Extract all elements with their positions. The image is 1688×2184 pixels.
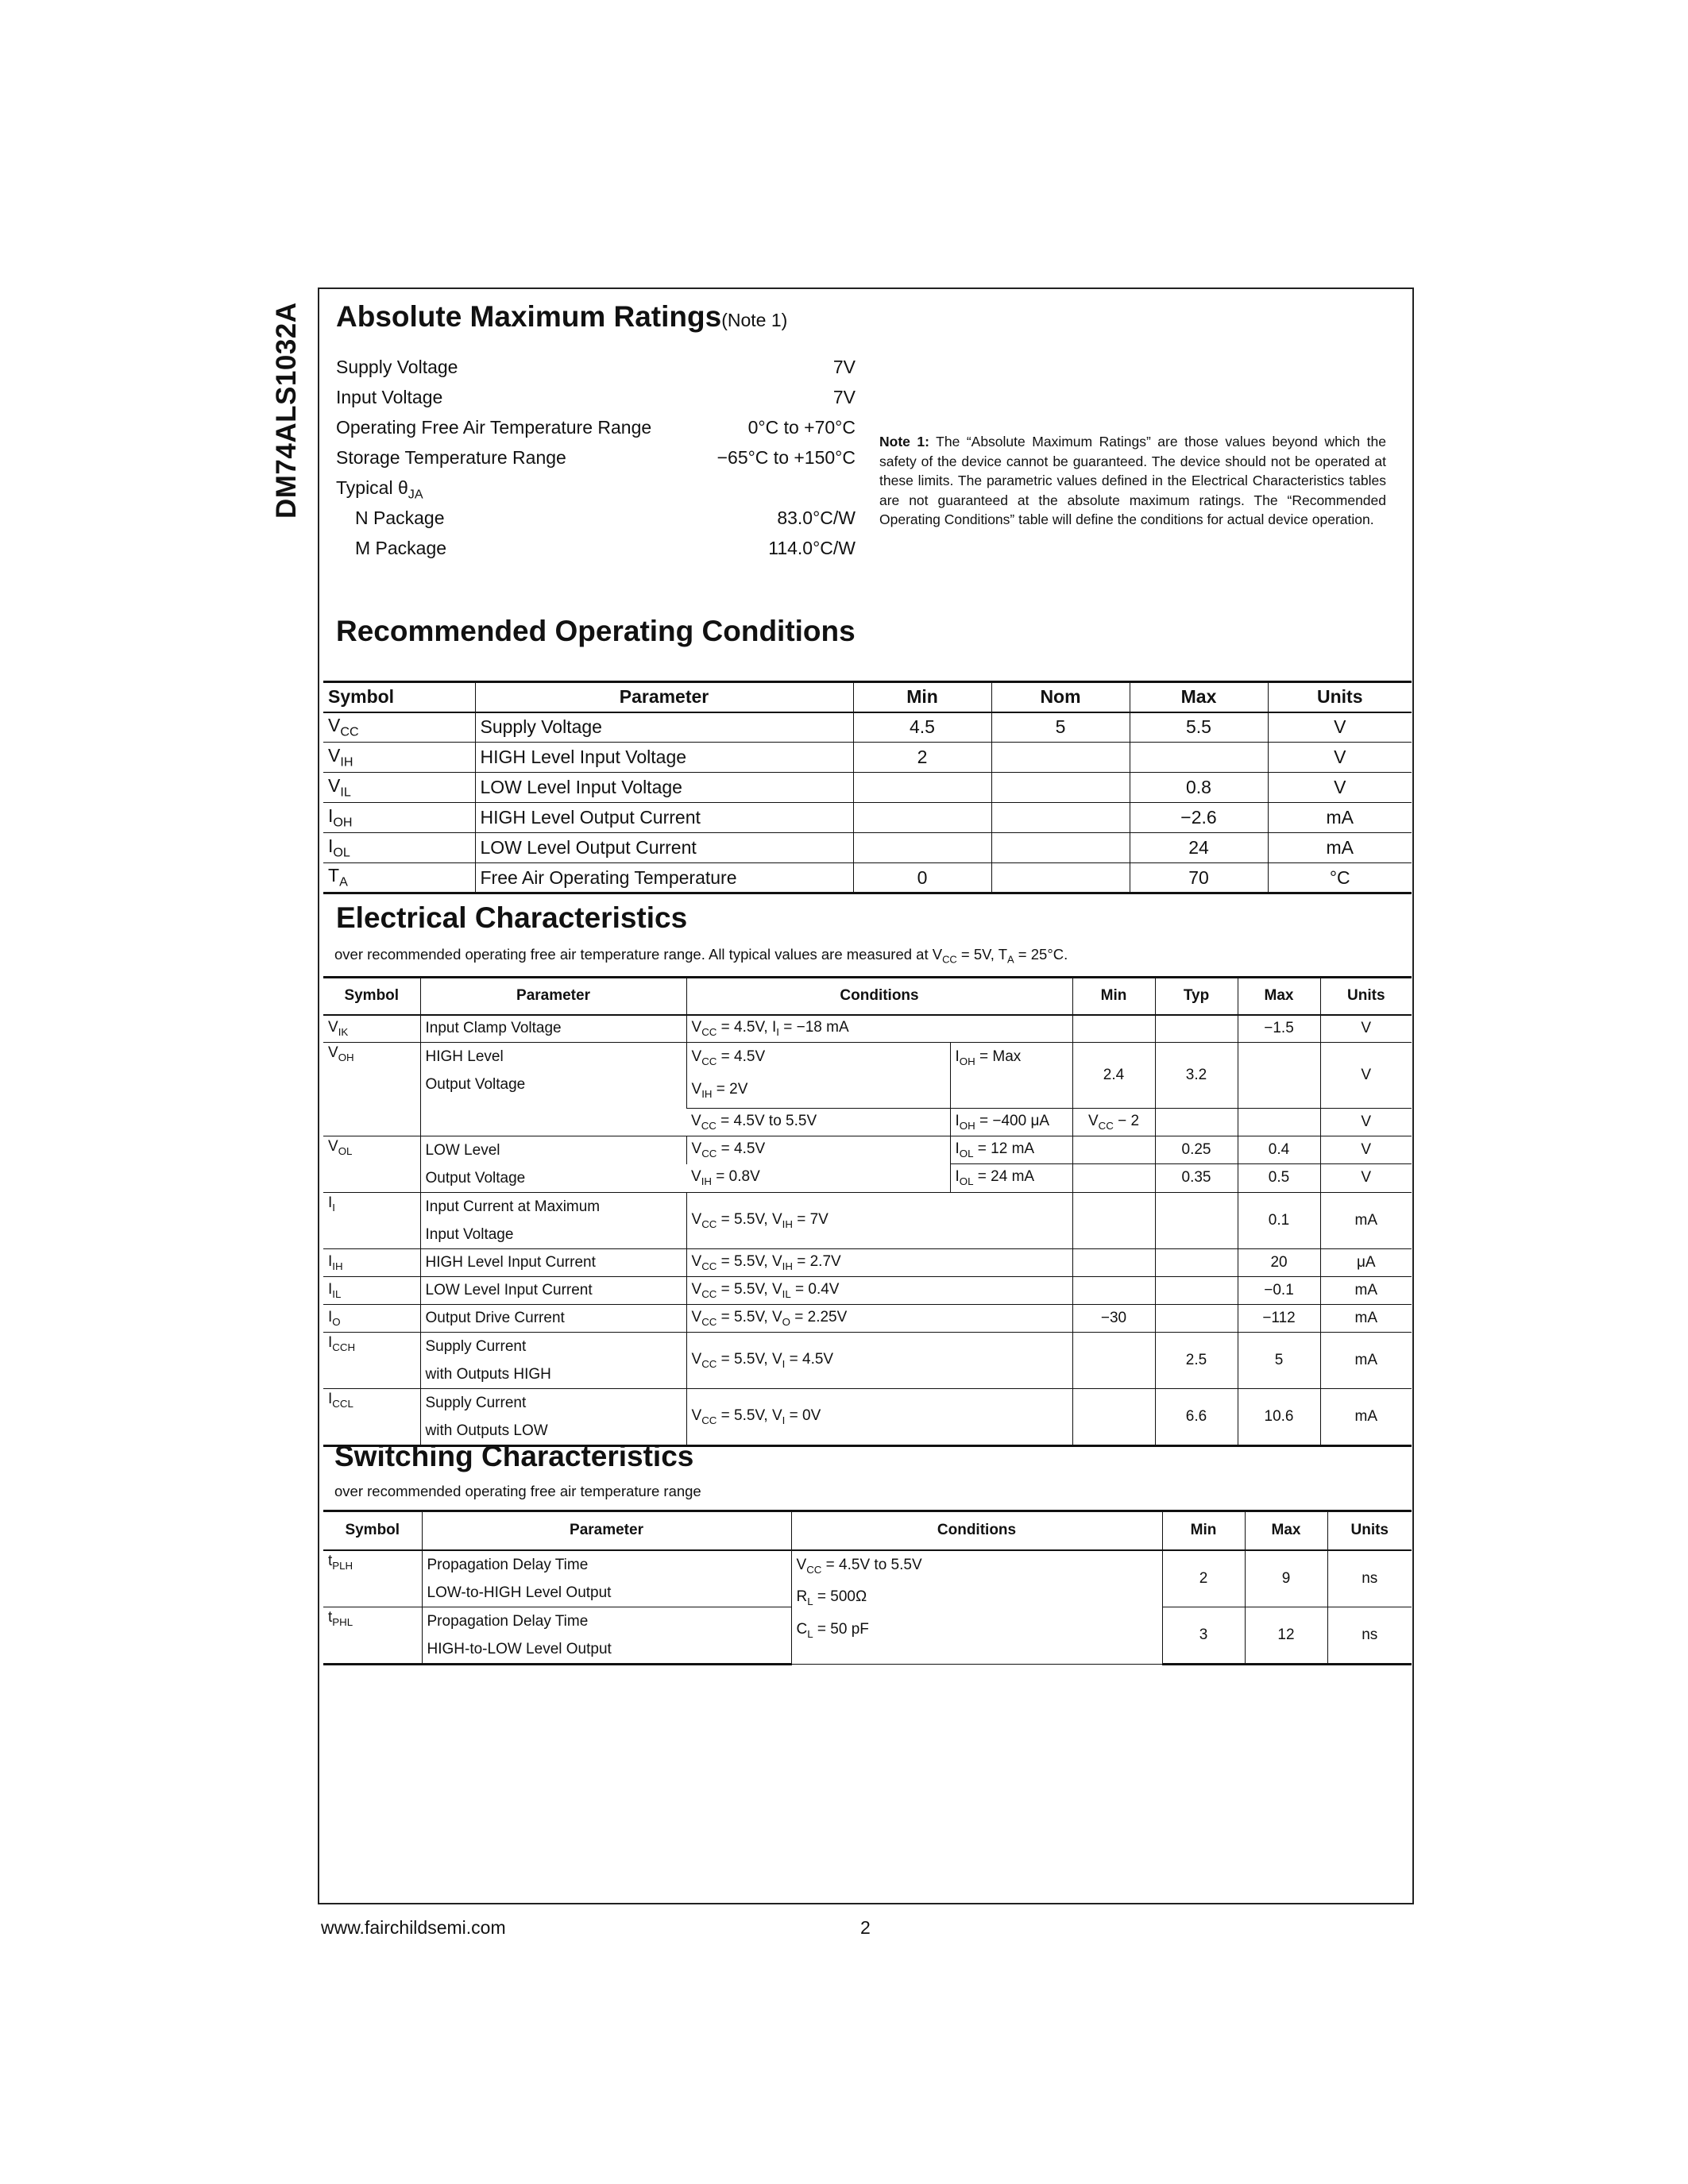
ec-title: Electrical Characteristics <box>336 901 688 934</box>
amr-row: Input Voltage 7V <box>336 387 856 407</box>
table-row: $V_{IH}$ HIGH Level Input Voltage 2 V <box>323 743 1412 773</box>
table-row: $V_{OH}$ HIGH Level Output Voltage $V_{CC} = 4.5V$ $V_{IH} = 2V$ $I_{OH}$ = Max 2.4 3.2 V <box>323 1043 1412 1109</box>
table-row: $I_I$ Input Current at Maximum Input Voltage $V_{CC} = 5.5V$, $V_{IH} = 7V$ 0.1 mA <box>323 1192 1412 1248</box>
page-number: 2 <box>860 1917 871 1938</box>
roc-table <box>323 681 1412 894</box>
table-header: Symbol Parameter Conditions Min Max Units <box>323 1511 1412 1550</box>
table-row: $V_{IH} = 0.8V$ $I_{OL} = 24$ mA 0.35 0.5 V <box>323 1164 1412 1193</box>
table-row: $T_A$ Free Air Operating Temperature 0 70 °C <box>323 863 1412 893</box>
sc-subtitle: over recommended operating free air temperature range <box>334 1483 701 1499</box>
amr-row: N Package 83.0°C/W <box>355 507 856 528</box>
table-row: $V_{CC} = 4.5V$ to 5.5V $I_{OH} = -400$ μA $V_{CC} - 2$ V <box>323 1108 1412 1136</box>
amr-row: Operating Free Air Temperature Range 0°C to +70°C <box>336 417 856 438</box>
ec-table <box>323 976 1412 1447</box>
table-row: $I_{OL}$ LOW Level Output Current 24 mA <box>323 833 1412 863</box>
sc-table <box>323 1510 1412 1665</box>
table-header: Symbol Parameter Conditions Min Typ Max Units <box>323 978 1412 1015</box>
table-row: $V_{OL}$ LOW Level Output Voltage $V_{CC} = 4.5V$ $I_{OL} = 12$ mA 0.25 0.4 V <box>323 1136 1412 1164</box>
amr-row: Supply Voltage 7V <box>336 357 856 377</box>
amr-row: M Package 114.0°C/W <box>355 538 856 558</box>
table-row: $I_{IL}$ LOW Level Input Current $V_{CC} = 5.5V$, $V_{IL} = 0.4V$ −0.1 mA <box>323 1276 1412 1304</box>
table-row: $t_{PLH}$ Propagation Delay Time LOW-to-HIGH Level Output $V_{CC} = 4.5V$ to 5.5V $R_L = 500\Omega$ $C_L = 50$ pF 2 9 ns <box>323 1550 1412 1607</box>
table-header: Symbol Parameter Min Nom Max Units <box>323 682 1412 712</box>
table-row: $I_O$ Output Drive Current $V_{CC} = 5.5V$, $V_O = 2.25V$ −30 −112 mA <box>323 1304 1412 1332</box>
ec-subtitle: over recommended operating free air temperature range. All typical values are measured at $V_{CC} = 5V$, $T_A = 25^\circ C$. <box>334 946 1068 966</box>
note-1: Note 1: The “Absolute Maximum Ratings” are those values beyond which the safety of the device cannot be guaranteed. The device should not be operated at these limits. The parametric values defined in the Electrical Characteristics tables are not guaranteed at the absolute maximum ratings. The “Recommended Operating Conditions” table will define the conditions for actual device operation. <box>879 434 1387 527</box>
footer-url[interactable]: www.fairchildsemi.com <box>321 1917 506 1938</box>
roc-title: Recommended Operating Conditions <box>336 615 856 647</box>
table-row: $t_{PHL}$ Propagation Delay Time HIGH-to-LOW Level Output 3 12 ns <box>323 1607 1412 1664</box>
amr-title: Absolute Maximum Ratings(Note 1) <box>336 300 788 333</box>
table-row: $V_{CC}$ Supply Voltage 4.5 5 5.5 V <box>323 712 1412 743</box>
table-row: $V_{IK}$ Input Clamp Voltage $V_{CC} = 4.5V$, $I_I = -18$ mA −1.5 V <box>323 1015 1412 1043</box>
amr-typical-theta: Typical $\theta_{JA}$ <box>336 477 423 502</box>
table-row: $I_{CCL}$ Supply Current with Outputs LOW $V_{CC} = 5.5V$, $V_I = 0V$ 6.6 10.6 mA <box>323 1388 1412 1445</box>
side-title: DM74ALS1032A <box>271 302 302 519</box>
table-row: $I_{IH}$ HIGH Level Input Current $V_{CC} = 5.5V$, $V_{IH} = 2.7V$ 20 μA <box>323 1248 1412 1276</box>
sc-title: Switching Characteristics <box>334 1440 694 1472</box>
table-row: $I_{OH}$ HIGH Level Output Current −2.6 mA <box>323 803 1412 833</box>
amr-row: Storage Temperature Range −65°C to +150°C <box>336 447 856 468</box>
table-row: $I_{CCH}$ Supply Current with Outputs HIGH $V_{CC} = 5.5V$, $V_I = 4.5V$ 2.5 5 mA <box>323 1332 1412 1388</box>
table-row: $V_{IL}$ LOW Level Input Voltage 0.8 V <box>323 773 1412 803</box>
